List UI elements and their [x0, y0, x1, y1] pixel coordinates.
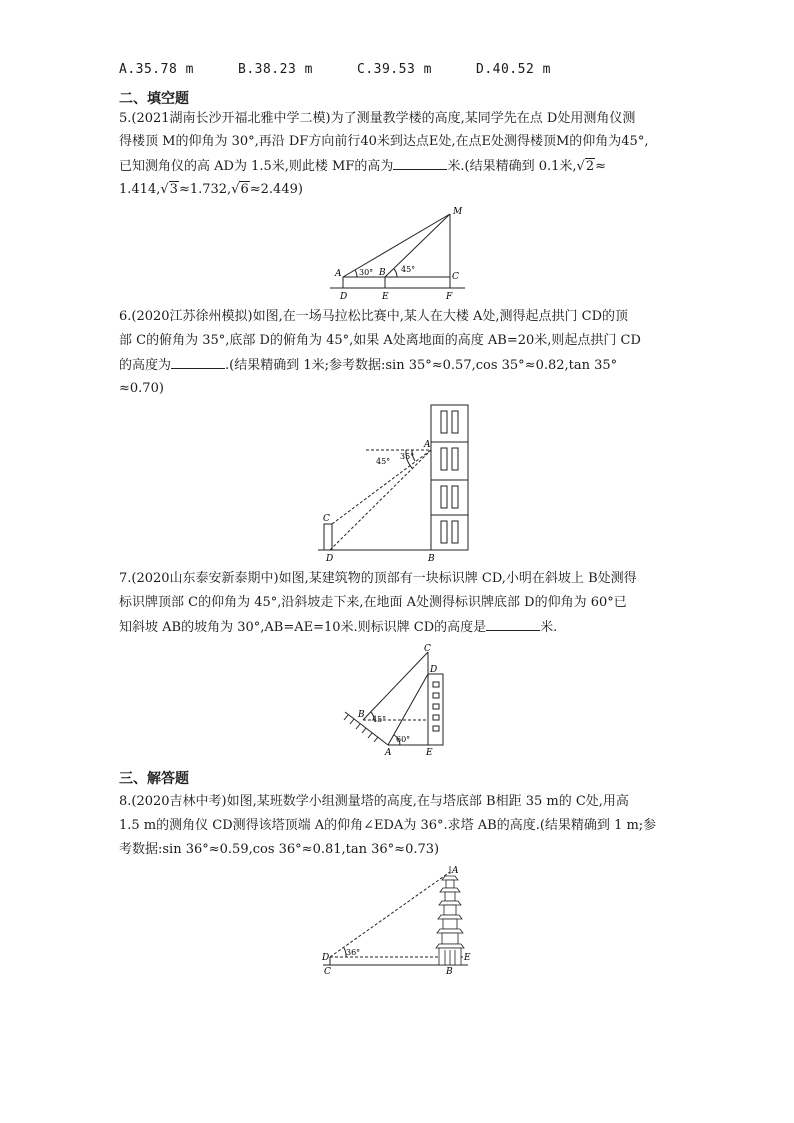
- label-D: D: [326, 554, 334, 564]
- label-E: E: [464, 953, 471, 963]
- q7-text-line2: 标识牌顶部 C的仰角为 45°,沿斜坡走下来,在地面 A处测得标识牌底部 D的仰角为 60°已: [119, 595, 627, 610]
- choice-d: D.40.52 m: [476, 62, 551, 77]
- label-D: D: [322, 953, 330, 963]
- answer-blank: [393, 157, 447, 170]
- label-B: B: [358, 710, 365, 720]
- q8-text-line2: 1.5 m的测角仪 CD测得该塔顶端 A的仰角∠EDA为 36°.求塔 AB的高度.(结果精确到 1 m;参: [119, 818, 657, 833]
- label-C: C: [323, 514, 330, 524]
- label-B: B: [446, 967, 453, 977]
- label-F: F: [446, 292, 453, 302]
- angle-36: 36°: [346, 948, 361, 957]
- section-heading-solutions: 三、解答题: [119, 771, 189, 787]
- label-A: A: [335, 269, 342, 279]
- pagoda-icon: [436, 866, 464, 965]
- angle-35: 35°: [400, 452, 415, 461]
- q5-figure: [325, 202, 475, 302]
- angle-30: 30°: [359, 268, 374, 277]
- angle-45: 45°: [372, 715, 387, 724]
- q5-text-line2: 得楼顶 M的仰角为 30°,再沿 DF方向前行40米到达点E处,在点E处测得楼顶M的仰角为45°,: [119, 134, 649, 149]
- angle-45: 45°: [376, 457, 391, 466]
- label-D: D: [430, 665, 438, 675]
- label-C: C: [324, 967, 331, 977]
- q5-text-line3: 已知测角仪的高 AD为 1.5米,则此楼 MF的高为 米.(结果精确到 0.1米,√2≈: [119, 159, 606, 174]
- section-heading-fill-in: 二、填空题: [119, 91, 189, 107]
- answer-blank: [171, 356, 225, 369]
- label-M: M: [453, 207, 463, 217]
- label-E: E: [382, 292, 389, 302]
- label-C: C: [452, 272, 459, 282]
- q7-text-line3: 知斜坡 AB的坡角为 30°,AB=AE=10米.则标识牌 CD的高度是 米.: [119, 620, 558, 635]
- q6-text-line2: 部 C的俯角为 35°,底部 D的俯角为 45°,如果 A处离地面的高度 AB=20米,则起点拱门 CD: [119, 333, 641, 348]
- q7-figure: [338, 642, 458, 757]
- label-E: E: [426, 748, 433, 757]
- q5-text-line4: 1.414,√3≈1.732,√6≈2.449): [119, 182, 303, 197]
- label-D: D: [340, 292, 348, 302]
- answer-blank: [486, 618, 540, 631]
- angle-60: 60°: [396, 735, 411, 744]
- q7-text-line1: 7.(2020山东泰安新泰期中)如图,某建筑物的顶部有一块标识牌 CD,小明在斜坡上 B处测得: [119, 571, 637, 586]
- q5-text-line1: 5.(2021湖南长沙开福北雅中学二模)为了测量教学楼的高度,某同学先在点 D处用测角仪测: [119, 111, 636, 126]
- q8-text-line1: 8.(2020吉林中考)如图,某班数学小组测量塔的高度,在与塔底部 B相距 35 m的 C处,用高: [119, 794, 629, 809]
- q6-text-line3: 的高度为 .(结果精确到 1米;参考数据:sin 35°≈0.57,cos 35°≈0.82,tan 35°: [119, 358, 618, 373]
- label-A: A: [385, 748, 392, 757]
- q6-figure: [318, 400, 478, 565]
- choice-a: A.35.78 m: [119, 62, 194, 77]
- label-C: C: [424, 644, 431, 654]
- label-A: A: [424, 440, 431, 450]
- angle-45: 45°: [401, 265, 416, 274]
- q8-figure: [318, 862, 478, 977]
- choice-b: B.38.23 m: [238, 62, 313, 77]
- choice-c: C.39.53 m: [357, 62, 432, 77]
- label-B: B: [379, 268, 386, 278]
- q8-text-line3: 考数据:sin 36°≈0.59,cos 36°≈0.81,tan 36°≈0.73): [119, 842, 440, 857]
- label-B: B: [428, 554, 435, 564]
- label-A: A: [452, 866, 459, 876]
- q6-text-line1: 6.(2020江苏徐州模拟)如图,在一场马拉松比赛中,某人在大楼 A处,测得起点拱门 CD的顶: [119, 309, 629, 324]
- q6-text-line4: ≈0.70): [119, 381, 164, 396]
